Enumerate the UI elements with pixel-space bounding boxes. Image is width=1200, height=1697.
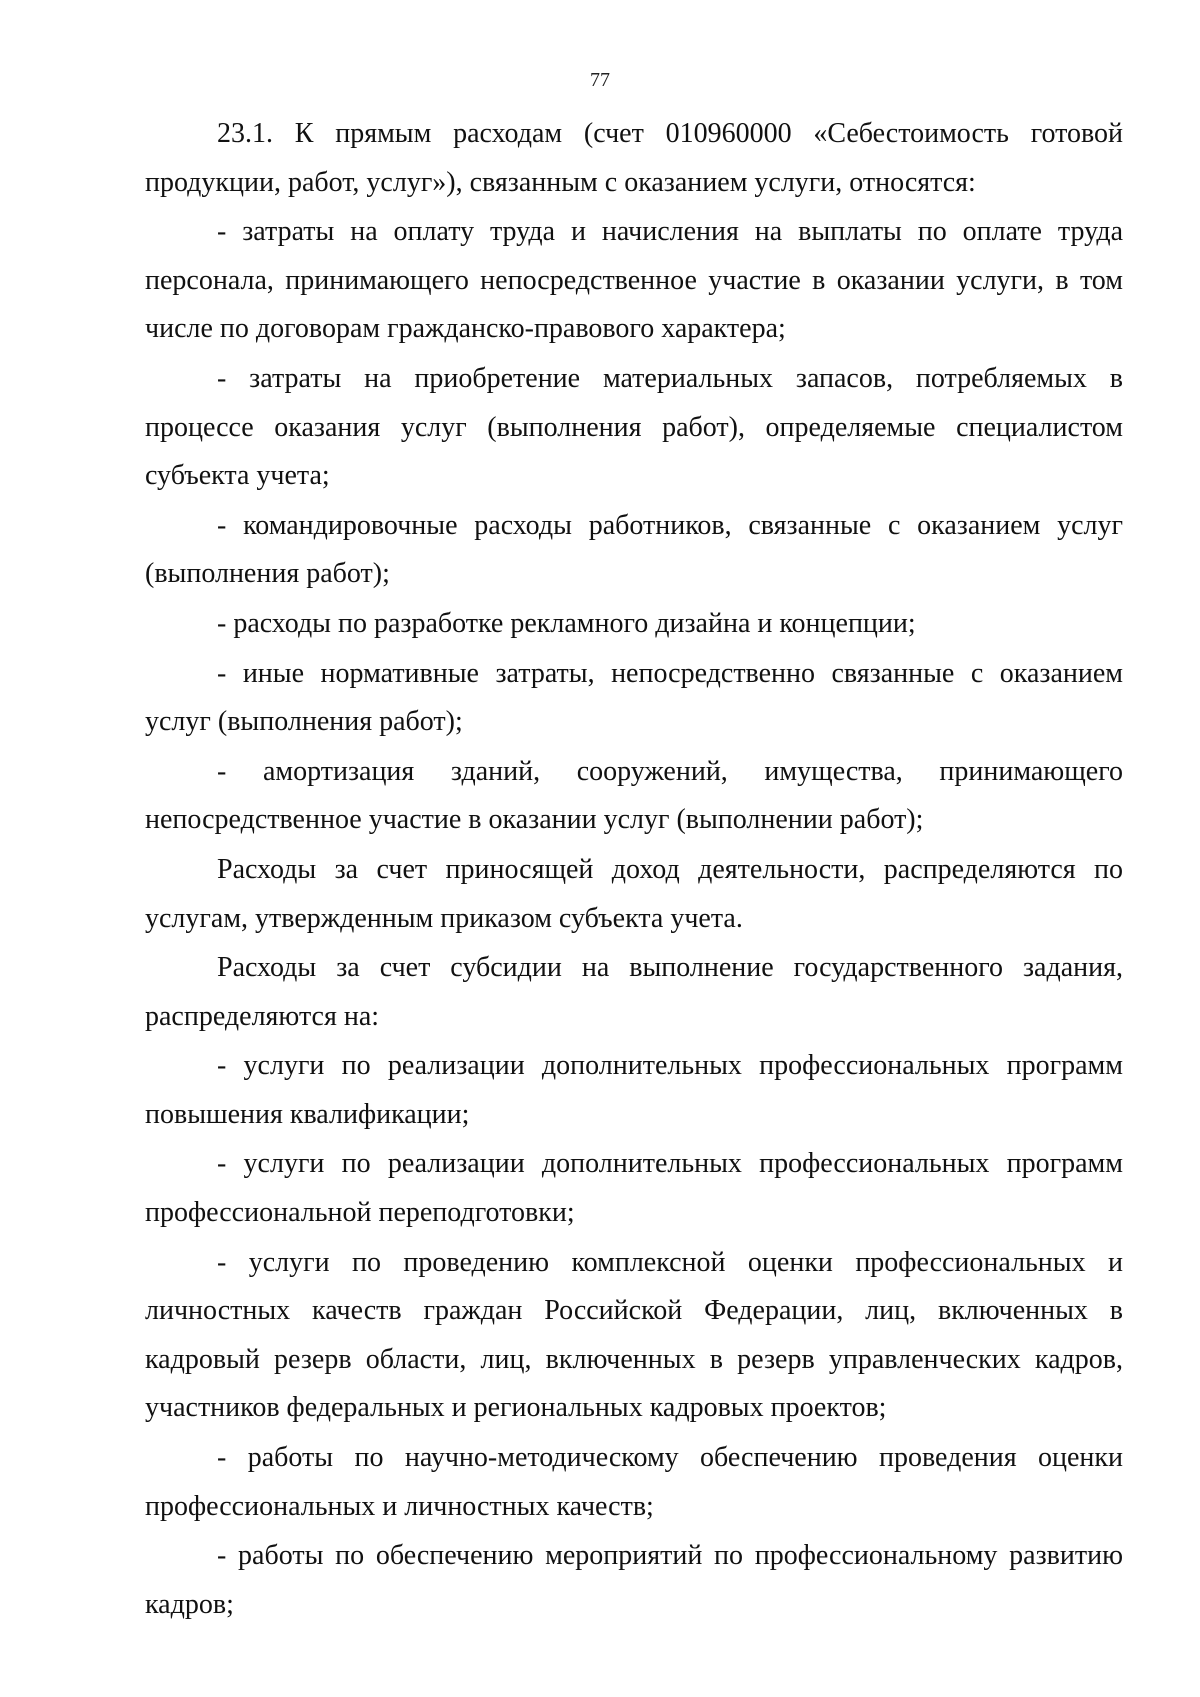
paragraph-subsidy-expenses: Расходы за счет субсидии на выполнение государственного задания, распределяются на:	[145, 952, 1123, 1032]
document-body	[145, 110, 1123, 1630]
list-item-travel-expenses: - командировочные расходы работников, связанные с оказанием услуг (выполнения работ);	[145, 509, 1123, 590]
list-item-comprehensive-assessment: - услуги по проведению комплексной оценки профессиональных и личностных качеств граждан Российской Федерации, лиц, включенных в кадровый резерв области, лиц, включенных в резерв управленческих кадров, участников федеральных и региональных кадровых проектов;	[145, 1246, 1123, 1424]
list-item-labor-costs: - затраты на оплату труда и начисления на выплаты по оплате труда персонала, принимающего непосредственное участие в оказании услуги, в том числе по договорам гражданско-правового характера;	[145, 216, 1123, 345]
list-item-depreciation: - амортизация зданий, сооружений, имущества, принимающего непосредственное участие в оказании услуг (выполнении работ);	[145, 755, 1123, 836]
list-item-material-costs: - затраты на приобретение материальных запасов, потребляемых в процессе оказания услуг (выполнения работ), определяемые специалистом субъекта учета;	[145, 362, 1123, 492]
paragraph-direct-costs-intro: 23.1. К прямым расходам (счет 010960000 «Себестоимость готовой продукции, работ, услуг»), связанным с оказанием услуги, относятся:	[145, 118, 1123, 198]
list-item-other-normative-costs: - иные нормативные затраты, непосредственно связанные с оказанием услуг (выполнения работ);	[145, 657, 1123, 738]
list-item-retraining-programs: - услуги по реализации дополнительных профессиональных программ профессиональной переподготовки;	[145, 1148, 1123, 1229]
paragraph-income-activity-expenses: Расходы за счет приносящей доход деятельности, распределяются по услугам, утвержденным приказом субъекта учета.	[145, 853, 1123, 934]
list-item-professional-development: - работы по обеспечению мероприятий по профессиональному развитию кадров;	[145, 1540, 1123, 1620]
list-item-methodological-support: - работы по научно-методическому обеспечению проведения оценки профессиональных и личностных качеств;	[145, 1442, 1123, 1522]
list-item-advertising-design: - расходы по разработке рекламного дизайна и концепции;	[217, 607, 916, 639]
page-number: 77	[590, 69, 610, 91]
list-item-qualification-programs: - услуги по реализации дополнительных профессиональных программ повышения квалификации;	[145, 1050, 1123, 1130]
